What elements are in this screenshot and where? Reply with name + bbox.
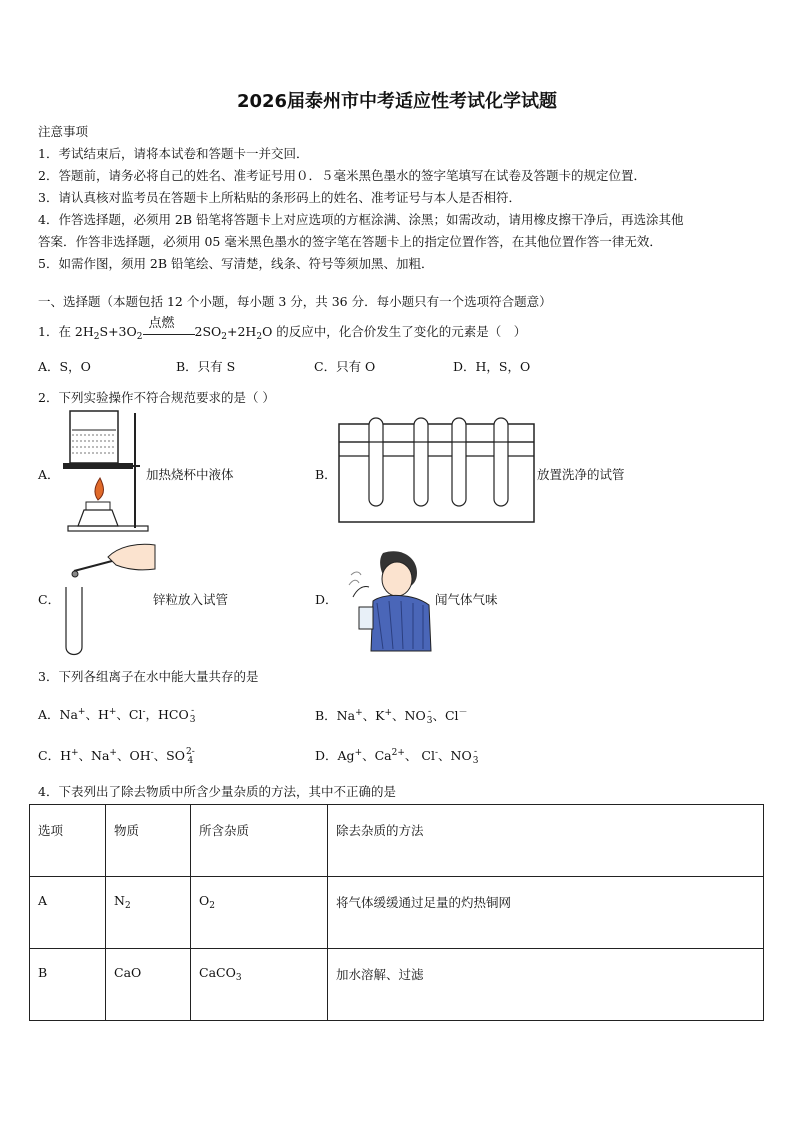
impurity-removal-table xyxy=(29,804,764,1021)
notice-item: 5．如需作图，须用 2B 铅笔绘、写清楚，线条、符号等须加黑、加粗． xyxy=(38,256,434,271)
q3-option-c: C．H+、Na+、OH-、SO2- 4 xyxy=(38,746,195,766)
table-header-cell: 物质 xyxy=(106,805,191,877)
q2-option-b-letter: B． xyxy=(315,467,337,482)
q2-option-c-letter: C． xyxy=(38,592,61,607)
question-3-stem: 3．下列各组离子在水中能大量共存的是 xyxy=(38,669,259,684)
notice-item: 4．作答选择题，必须用 2B 铅笔将答题卡上对应选项的方框涂满、涂黑；如需改动，请用橡皮擦干净后，再选涂其他 xyxy=(38,212,684,227)
q2-option-b-text: 放置洗净的试管 xyxy=(537,467,625,482)
q2-option-a-letter: A． xyxy=(38,467,60,482)
q1-option-c: C．只有 O xyxy=(314,359,376,374)
q3-option-a: A．Na+、H+、Cl-，HCO - 3 xyxy=(38,705,196,725)
zinc-into-tube-illustration xyxy=(60,537,160,657)
q2-option-c-text: 锌粒放入试管 xyxy=(153,592,229,607)
q3-option-d: D．Ag+、$Ca^{2+}$、 Cl-、NO - 3 xyxy=(315,746,479,766)
table-cell: 加水溶解、过滤 xyxy=(328,949,764,1021)
q1-option-b: B．只有 S xyxy=(176,359,236,374)
notice-item: 2．答题前，请务必将自己的姓名、准考证号用０．５毫米黑色墨水的签字笔填写在试卷及答题卡的规定位置． xyxy=(38,168,646,183)
q1-option-d: D．H，S，O xyxy=(453,359,531,374)
table-cell: CaO xyxy=(106,949,191,1021)
table-header-cell: 所含杂质 xyxy=(191,805,328,877)
table-row xyxy=(30,877,764,949)
table-cell: B xyxy=(30,949,106,1021)
exam-title: 2026届泰州市中考适应性考试化学试题 xyxy=(236,91,558,112)
question-1-stem: 1．在 $2H_2S+3O_2$ 点燃 $2SO_2+2H_2O$ 的反应中，化合价发生了变化的元素是（ ） xyxy=(38,316,527,342)
table-header-cell: 除去杂质的方法 xyxy=(328,805,764,877)
table-cell: 将气体缓缓通过足量的灼热铜网 xyxy=(328,877,764,949)
reaction-condition-arrow: 点燃 xyxy=(143,324,195,338)
q1-option-a: A．S，O xyxy=(38,359,91,374)
beaker-heating-illustration xyxy=(60,408,152,533)
table-row xyxy=(30,949,764,1021)
question-4-stem: 4．下表列出了除去物质中所含少量杂质的方法，其中不正确的是 xyxy=(38,784,396,799)
notice-heading: 注意事项 xyxy=(38,124,89,139)
notice-item: 3．请认真核对监考员在答题卡上所粘贴的条形码上的姓名、准考证号与本人是否相符． xyxy=(38,190,521,205)
table-cell: A xyxy=(30,877,106,949)
table-header-row xyxy=(30,805,764,877)
q2-option-d-letter: D． xyxy=(315,592,338,607)
test-tube-rack-illustration xyxy=(336,412,538,527)
q2-option-a-text: 加热烧杯中液体 xyxy=(146,467,234,482)
q3-option-b: B．Na+、K+、NO - 3、Cl－ xyxy=(315,706,468,726)
notice-item: 答案．作答非选择题，必须用 05 毫米黑色墨水的签字笔在答题卡上的指定位置作答，在其他位置作答一律无效． xyxy=(38,234,662,249)
section-heading: 一、选择题（本题包括 12 个小题，每小题 3 分，共 36 分．每小题只有一个选项符合题意） xyxy=(38,294,552,309)
q2-option-d-text: 闻气体气味 xyxy=(435,592,498,607)
table-cell: CaCO$_3$ xyxy=(191,949,328,1021)
table-cell: $N_2$ xyxy=(106,877,191,949)
table-cell: $O_2$ xyxy=(191,877,328,949)
smelling-gas-illustration xyxy=(343,545,435,653)
table-header-cell: 选项 xyxy=(30,805,106,877)
notice-item: 1．考试结束后，请将本试卷和答题卡一并交回． xyxy=(38,146,309,161)
question-2-stem: 2．下列实验操作不符合规范要求的是（ ） xyxy=(38,390,275,405)
